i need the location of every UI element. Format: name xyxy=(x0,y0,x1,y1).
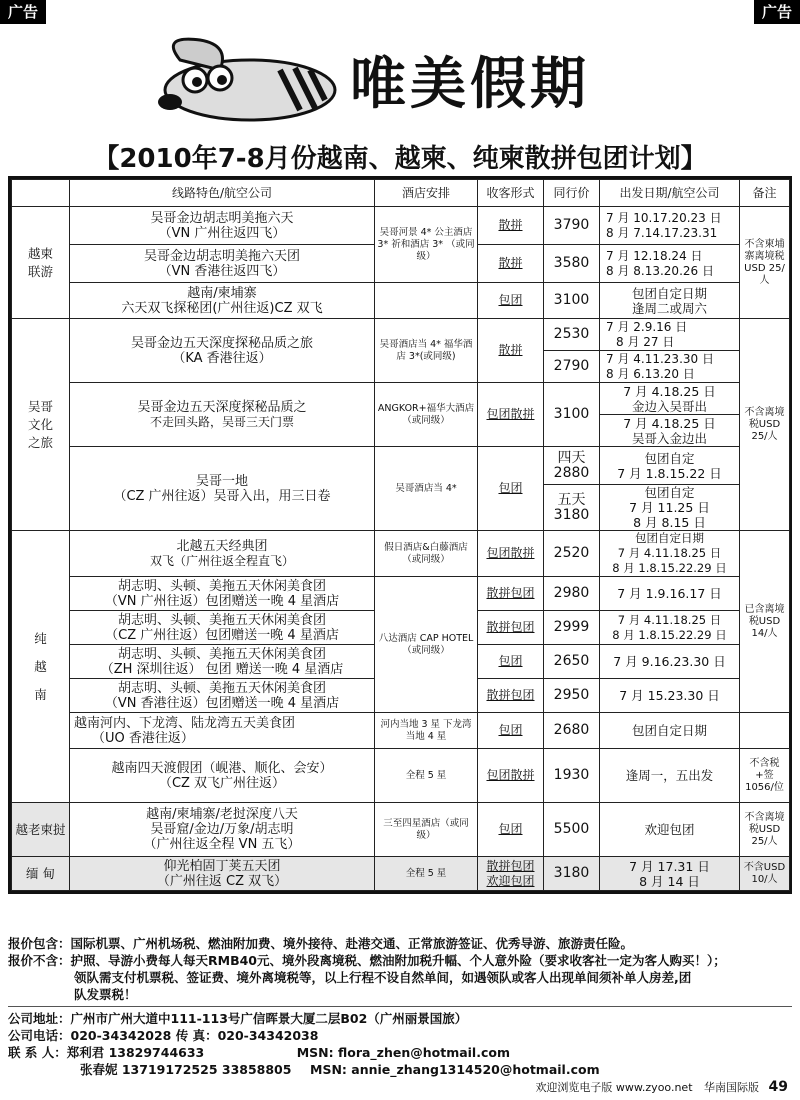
table-row xyxy=(12,577,790,611)
page-footer xyxy=(535,1079,788,1095)
region-cell: 吴哥 文化 之旅 xyxy=(12,319,70,531)
form-cell: 散拼包团 xyxy=(478,679,544,713)
date-cell: 包团自定日期 xyxy=(600,713,740,749)
note-cell: 已含离境税USD 14/人 xyxy=(740,531,790,713)
note-cell: 不含离境税USD 25/人 xyxy=(740,803,790,857)
route-cell: 越南/柬埔寨 六天双飞探秘团(广州往返)CZ 双飞 xyxy=(70,283,375,319)
route-cell: 仰光柏固丁荚五天团 （广州往返 CZ 双飞） xyxy=(70,857,375,891)
form-cell: 包团 xyxy=(478,283,544,319)
price-cell: 四天 2880 xyxy=(544,447,600,485)
route-cell: 胡志明、头顿、美拖五天休闲美食团 （VN 香港往返）包团赠送一晚 4 星酒店 xyxy=(70,679,375,713)
price-cell: 2790 xyxy=(544,351,600,383)
date-cell: 7 月 1.9.16.17 日 xyxy=(600,577,740,611)
form-cell: 包团散拼 xyxy=(478,531,544,577)
price-include: 报价包含：国际机票、广州机场税、燃油附加费、境外接待、赴港交通、正常旅游签证、优秀导游、旅游责任险。 xyxy=(8,936,634,951)
route-cell: 越南河内、下龙湾、陆龙湾五天美食团 （UO 香港往返） xyxy=(70,713,375,749)
route-cell: 越南/柬埔寨/老挝深度八天 吴哥窟/金边/万象/胡志明 （广州往返全程 VN 五飞） xyxy=(70,803,375,857)
header-price: 同行价 xyxy=(544,180,600,207)
table-header-row xyxy=(12,180,790,207)
date-cell: 包团自定 7 月 11.25 日 8 月 8.15 日 xyxy=(600,485,740,531)
company-address: 公司地址：广州市广州大道中111-113号广信晖景大厦二层B02（广州丽景国旅） xyxy=(8,1011,468,1026)
date-cell: 包团自定日期 7 月 4.11.18.25 日 8 月 1.8.15.22.29 日 xyxy=(600,531,740,577)
date-cell: 7 月 15.23.30 日 xyxy=(600,679,740,713)
ad-label-left: 广告 xyxy=(0,0,46,24)
note-cell: 不含税+签1056/位 xyxy=(740,749,790,803)
hotel-cell: 八达酒店 CAP HOTEL （或同级） xyxy=(375,577,478,713)
price-cell: 2650 xyxy=(544,645,600,679)
price-cell: 1930 xyxy=(544,749,600,803)
region-cell: 越老柬挝 xyxy=(12,803,70,857)
route-cell: 吴哥金边胡志明美拖六天团 （VN 香港往返四飞） xyxy=(70,245,375,283)
form-cell: 散拼包团 xyxy=(478,611,544,645)
contact-1: 联 系 人：郑利君 13829744633 MSN: flora_zhen@hotmail.com xyxy=(8,1045,510,1060)
form-cell: 包团 xyxy=(478,447,544,531)
date-cell: 包团自定日期 逢周二或周六 xyxy=(600,283,740,319)
airplane-mascot-logo xyxy=(140,30,340,130)
route-cell: 吴哥金边五天深度探秘品质之 不走回头路，吴哥三天门票 xyxy=(70,383,375,447)
hotel-cell: 三至四星酒店（或同级） xyxy=(375,803,478,857)
region-cell: 缅 甸 xyxy=(12,857,70,891)
route-cell: 胡志明、头顿、美拖五天休闲美食团 （VN 广州往返）包团赠送一晚 4 星酒店 xyxy=(70,577,375,611)
date-cell: 7 月 10.17.20.23 日 8 月 7.14.17.23.31 xyxy=(600,207,740,245)
date-cell: 7 月 4.11.18.25 日 8 月 1.8.15.22.29 日 xyxy=(600,611,740,645)
hotel-cell: ANGKOR+福华大酒店（或同级） xyxy=(375,383,478,447)
price-cell: 3100 xyxy=(544,283,600,319)
brand-title: 唯美假期 xyxy=(350,52,590,117)
hotel-cell: 吴哥酒店当 4* xyxy=(375,447,478,531)
price-exclude: 报价不含：护照、导游小费每人每天RMB40元、境外段离境税、燃油附加税升幅、个人意外险（要求收客社一定为客人购买！）； xyxy=(8,953,726,968)
region-cell: 纯 越 南 xyxy=(12,531,70,803)
table-row xyxy=(12,857,790,891)
price-cell: 2680 xyxy=(544,713,600,749)
form-cell: 散拼包团 欢迎包团 xyxy=(478,857,544,891)
header-route: 线路特色/航空公司 xyxy=(70,180,375,207)
route-cell: 胡志明、头顿、美拖五天休闲美食团 （ZH 深圳往返） 包团 赠送一晚 4 星酒店 xyxy=(70,645,375,679)
table-row xyxy=(12,447,790,485)
form-cell: 包团 xyxy=(478,803,544,857)
table-row xyxy=(12,383,790,415)
form-cell: 包团 xyxy=(478,645,544,679)
header-form: 收客形式 xyxy=(478,180,544,207)
price-cell: 5500 xyxy=(544,803,600,857)
page-headline: 【2010年7-8月份越南、越柬、纯柬散拼包团计划】 xyxy=(93,144,707,174)
table-row xyxy=(12,713,790,749)
date-cell: 欢迎包团 xyxy=(600,803,740,857)
contact-2: 张春妮 13719172525 33858805 MSN: annie_zhang1314520@hotmail.com xyxy=(80,1062,600,1077)
date-cell: 7 月 12.18.24 日 8 月 8.13.20.26 日 xyxy=(600,245,740,283)
table-row xyxy=(12,283,790,319)
header-date: 出发日期/航空公司 xyxy=(600,180,740,207)
route-cell: 吴哥一地 （CZ 广州往返）吴哥入出，用三日卷 xyxy=(70,447,375,531)
table-row xyxy=(12,749,790,803)
price-cell: 2530 xyxy=(544,319,600,351)
hotel-cell: 全程 5 星 xyxy=(375,749,478,803)
route-cell: 吴哥金边胡志明美拖六天 （VN 广州往返四飞） xyxy=(70,207,375,245)
table-row xyxy=(12,207,790,245)
header-region xyxy=(12,180,70,207)
hotel-cell: 假日酒店&白藤酒店（或同级） xyxy=(375,531,478,577)
price-cell: 2520 xyxy=(544,531,600,577)
price-cell: 2950 xyxy=(544,679,600,713)
date-cell: 7 月 9.16.23.30 日 xyxy=(600,645,740,679)
price-cell: 五天 3180 xyxy=(544,485,600,531)
form-cell: 散拼包团 xyxy=(478,577,544,611)
date-cell: 7 月 17.31 日 8 月 14 日 xyxy=(600,857,740,891)
hotel-cell: 河内当地 3 星 下龙湾当地 4 星 xyxy=(375,713,478,749)
price-cell: 3790 xyxy=(544,207,600,245)
date-cell: 包团自定 7 月 1.8.15.22 日 xyxy=(600,447,740,485)
table-row xyxy=(12,803,790,857)
footer-text: 欢迎浏览电子版 www.zyoo.net xyxy=(535,1081,693,1094)
route-cell: 越南四天渡假团（岘港、顺化、会安） （CZ 双飞广州往返） xyxy=(70,749,375,803)
price-exclude-line3: 队发票税！ xyxy=(74,987,137,1002)
header-note: 备注 xyxy=(740,180,790,207)
price-cell: 3100 xyxy=(544,383,600,447)
region-cell: 越柬 联游 xyxy=(12,207,70,319)
date-cell: 7 月 2.9.16 日 8 月 27 日 xyxy=(600,319,740,351)
form-cell: 包团 xyxy=(478,713,544,749)
price-exclude-line2: 领队需支付机票税、签证费、境外离境税等，以上行程不设自然单间，如遇领队或客人出现单间须补单人房差,团 xyxy=(74,970,692,985)
price-cell: 2999 xyxy=(544,611,600,645)
note-cell: 不含离境税USD 25/人 xyxy=(740,319,790,531)
date-cell: 逢周一，五出发 xyxy=(600,749,740,803)
form-cell: 包团散拼 xyxy=(478,749,544,803)
form-cell: 散拼 xyxy=(478,319,544,383)
price-cell: 3180 xyxy=(544,857,600,891)
form-cell: 散拼 xyxy=(478,245,544,283)
page-number: 49 xyxy=(768,1079,788,1095)
footer-edition: 华南国际版 xyxy=(704,1081,760,1094)
form-cell: 包团散拼 xyxy=(478,383,544,447)
hotel-cell: 吴哥河景 4* 公主酒店 3* 祈和酒店 3* （或同级） xyxy=(375,207,478,283)
hotel-cell xyxy=(375,283,478,319)
note-cell: 不含USD 10/人 xyxy=(740,857,790,891)
company-phone: 公司电话：020-34342028 传 真：020-34342038 xyxy=(8,1028,319,1043)
date-cell: 7 月 4.18.25 日 金边入吴哥出 xyxy=(600,383,740,415)
route-cell: 吴哥金边五天深度探秘品质之旅 （KA 香港往返） xyxy=(70,319,375,383)
divider xyxy=(8,1006,792,1007)
table-row xyxy=(12,319,790,351)
hotel-cell: 吴哥酒店当 4* 福华酒店 3*(或同级) xyxy=(375,319,478,383)
header-hotel: 酒店安排 xyxy=(375,180,478,207)
ad-label-right: 广告 xyxy=(754,0,800,24)
price-cell: 3580 xyxy=(544,245,600,283)
info-block xyxy=(8,935,792,1078)
table-row xyxy=(12,531,790,577)
hotel-cell: 全程 5 星 xyxy=(375,857,478,891)
price-cell: 2980 xyxy=(544,577,600,611)
date-cell: 7 月 4.18.25 日 吴哥入金边出 xyxy=(600,415,740,447)
tour-table xyxy=(8,176,792,894)
note-cell: 不含柬埔寨离境税USD 25/人 xyxy=(740,207,790,319)
route-cell: 胡志明、头顿、美拖五天休闲美食团 （CZ 广州往返）包团赠送一晚 4 星酒店 xyxy=(70,611,375,645)
form-cell: 散拼 xyxy=(478,207,544,245)
route-cell: 北越五天经典团 双飞（广州往返全程直飞） xyxy=(70,531,375,577)
date-cell: 7 月 4.11.23.30 日 8 月 6.13.20 日 xyxy=(600,351,740,383)
